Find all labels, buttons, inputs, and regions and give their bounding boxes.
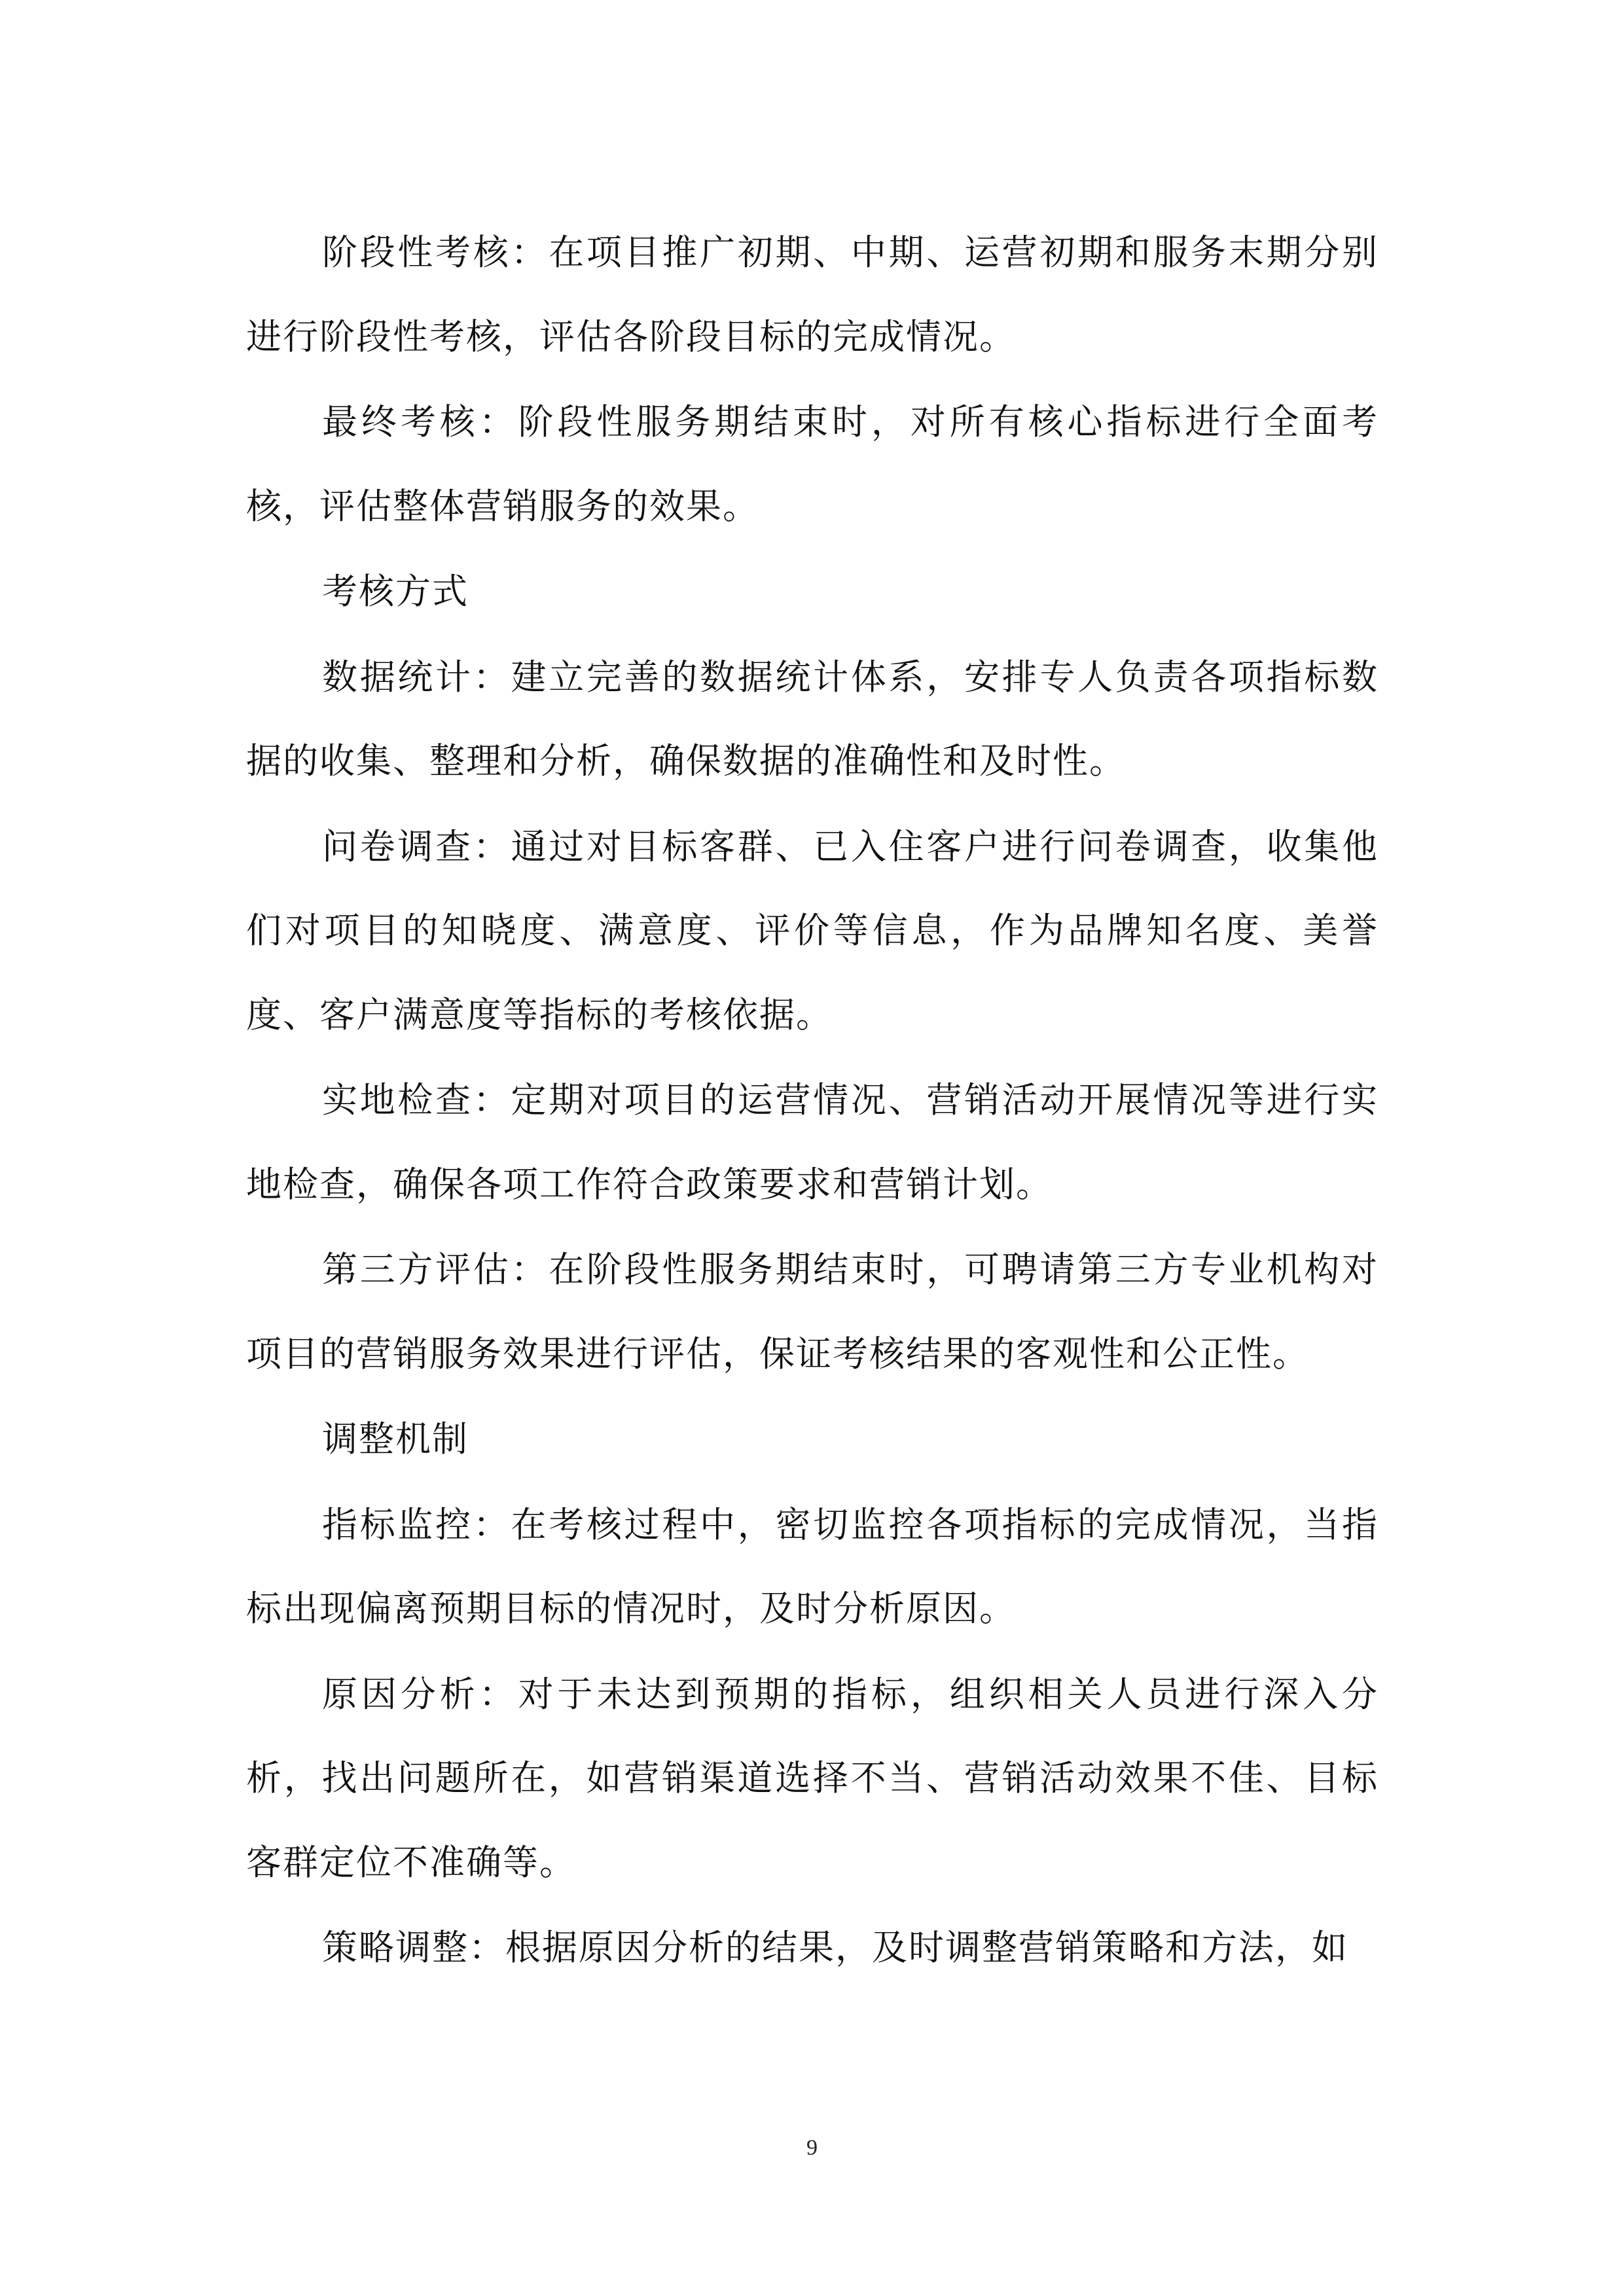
page-number: 9 (806, 2136, 818, 2160)
paragraph-field-inspection: 实地检查：定期对项目的运营情况、营销活动开展情况等进行实地检查，确保各项工作符合政策要求和营销计划。 (246, 1079, 1379, 1205)
section-heading-assessment-methods: 考核方式 (322, 571, 469, 612)
paragraph-stage-assessment: 阶段性考核：在项目推广初期、中期、运营初期和服务末期分别进行阶段性考核，评估各阶段目标的完成情况。 (246, 232, 1379, 357)
paragraph-questionnaire-survey: 问卷调查：通过对目标客群、已入住客户进行问卷调查，收集他们对项目的知晓度、满意度、评价等信息，作为品牌知名度、美誉度、客户满意度等指标的考核依据。 (246, 825, 1379, 1035)
paragraph-final-assessment: 最终考核：阶段性服务期结束时，对所有核心指标进行全面考核，评估整体营销服务的效果。 (246, 401, 1379, 527)
section-heading-adjustment-mechanism: 调整机制 (322, 1418, 469, 1460)
paragraph-third-party-evaluation: 第三方评估：在阶段性服务期结束时，可聘请第三方专业机构对项目的营销服务效果进行评估，保证考核结果的客观性和公正性。 (246, 1249, 1379, 1374)
body-text (246, 211, 1379, 1992)
paragraph-indicator-monitoring: 指标监控：在考核过程中，密切监控各项指标的完成情况，当指标出现偏离预期目标的情况时，及时分析原因。 (246, 1503, 1379, 1629)
paragraph-strategy-adjustment: 策略调整：根据原因分析的结果，及时调整营销策略和方法，如 (322, 1927, 1348, 1968)
paragraph-data-statistics: 数据统计：建立完善的数据统计体系，安排专人负责各项指标数据的收集、整理和分析，确保数据的准确性和及时性。 (246, 656, 1379, 781)
paragraph-cause-analysis: 原因分析：对于未达到预期的指标，组织相关人员进行深入分析，找出问题所在，如营销渠道选择不当、营销活动效果不佳、目标客群定位不准确等。 (246, 1673, 1379, 1883)
